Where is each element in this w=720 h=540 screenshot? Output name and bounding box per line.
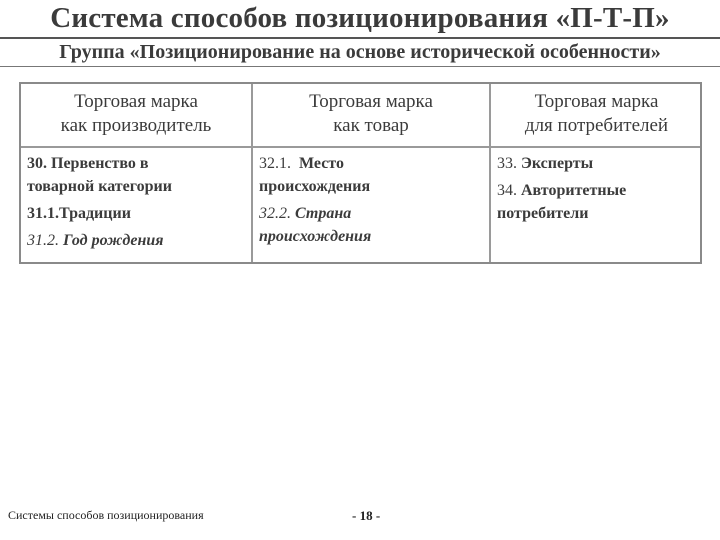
list-item: 31.2. Год рождения: [27, 232, 164, 249]
list-item-continuation: происхождения: [259, 178, 371, 195]
column-heading-product: Торговая марка как товар: [309, 91, 433, 136]
column-cell-producer: [27, 152, 249, 252]
positioning-table: [19, 82, 702, 264]
page-subtitle: Группа «Позиционирование на основе исторической особенности»: [59, 41, 661, 63]
column-heading-producer: Торговая марка как производитель: [60, 91, 212, 136]
page-title: Система способов позиционирования «П-Т-П»: [50, 2, 670, 34]
title-divider: [0, 37, 720, 39]
list-item-continuation: потребители: [497, 205, 589, 222]
column-cell-consumers: [497, 152, 697, 225]
list-item: 31.1.Традиции: [27, 205, 131, 222]
list-item: 32.2. Страна: [259, 205, 352, 222]
list-item: 30. Первенство в: [27, 155, 149, 172]
list-item-continuation: происхождения: [259, 228, 372, 245]
footer-caption: Системы способов позиционирования: [8, 508, 204, 522]
column-heading-consumers: Торговая марка для потребителей: [524, 91, 669, 136]
list-item-continuation: товарной категории: [27, 178, 172, 195]
list-item: 33. Эксперты: [497, 155, 594, 172]
list-item: 32.1. Место: [259, 155, 344, 172]
header-divider: [21, 146, 700, 148]
subtitle-divider: [0, 66, 720, 67]
page-number: - 18 -: [352, 508, 381, 523]
column-cell-product: [259, 152, 487, 248]
list-item: 34. Авторитетные: [497, 182, 627, 199]
